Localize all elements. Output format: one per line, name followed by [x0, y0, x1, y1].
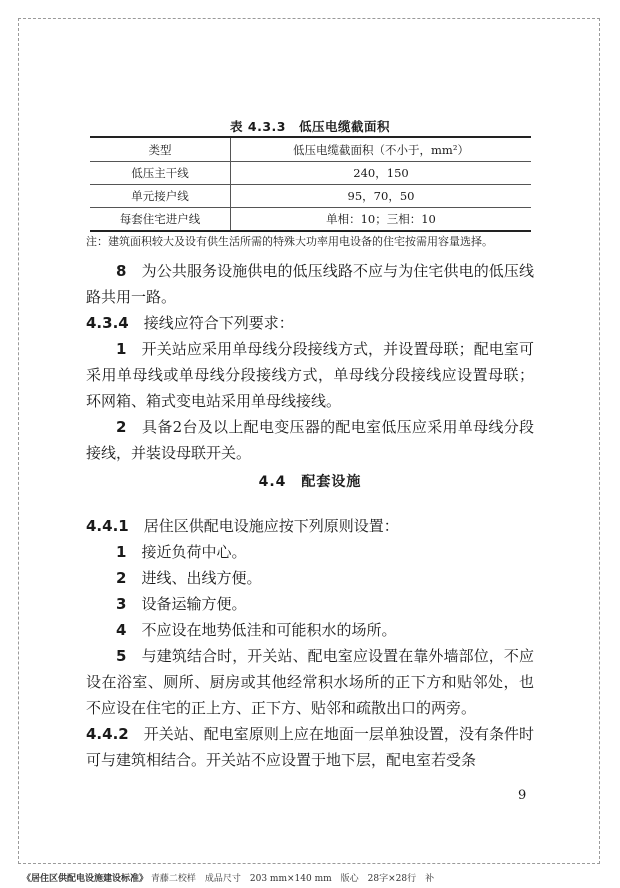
- clause-text: 接近负荷中心。: [141, 543, 247, 561]
- clause-text: 与建筑结合时，开关站、配电室应设置在靠外墙部位，不应设在浴室、厕所、厨房或其他经常积水场所的正下方和贴邻处，也不应设在住宅的正上方、正下方、贴邻和疏散出口的两旁。: [86, 647, 534, 717]
- header-area: 低压电缆截面积（不小于，mm²）: [231, 137, 532, 162]
- clause-number: 2: [116, 569, 127, 587]
- row-value: 95，70，50: [231, 185, 532, 208]
- table-header-row: [90, 137, 531, 162]
- clause-number: 4.4.1: [86, 517, 129, 535]
- clause-text: 设备运输方便。: [141, 595, 247, 613]
- cable-section-table: [90, 136, 531, 232]
- clauses-block-a: [86, 258, 534, 466]
- table-title: 表 4.3.3 低压电缆截面积: [230, 119, 390, 134]
- table-row: [90, 162, 531, 185]
- clause-text: 为公共服务设施供电的低压线路不应与为住宅供电的低压线路共用一路。: [86, 262, 534, 306]
- clause-text: 具备2台及以上配电变压器的配电室低压应采用单母线分段接线，并装设母联开关。: [86, 418, 534, 462]
- clause-number: 4.3.4: [86, 314, 129, 332]
- row-type: 每套住宅进户线: [90, 208, 231, 232]
- row-value: 单相：10；三相：10: [231, 208, 532, 232]
- clause-paragraph: [86, 643, 534, 721]
- clause-number: 4: [116, 621, 127, 639]
- clause-paragraph: [86, 258, 534, 310]
- row-type: 低压主干线: [90, 162, 231, 185]
- row-type: 单元接户线: [90, 185, 231, 208]
- clause-paragraph: [86, 591, 534, 617]
- footer-print-info: 青藤二校样 成品尺寸 203 mm×140 mm 版心 28字×28行 补: [148, 874, 435, 884]
- print-footer: [22, 871, 602, 884]
- table-note: 注：建筑面积较大及设有供生活所需的特殊大功率用电设备的住宅按需用容量选择。: [86, 235, 493, 248]
- footer-book-title: 《居住区供配电设施建设标准》: [22, 874, 149, 884]
- clause-number: 3: [116, 595, 127, 613]
- section-number: 4.4: [258, 474, 287, 490]
- clause-number: 1: [116, 543, 127, 561]
- clause-text: 不应设在地势低洼和可能积水的场所。: [141, 621, 397, 639]
- clause-paragraph: [86, 721, 534, 773]
- header-type: 类型: [90, 137, 231, 162]
- clause-text: 接线应符合下列要求：: [143, 314, 294, 332]
- clause-paragraph: [86, 513, 534, 539]
- clause-number: 5: [116, 647, 127, 665]
- table-row: [90, 208, 531, 232]
- clause-text: 居住区供配电设施应按下列原则设置：: [143, 517, 399, 535]
- clause-number: 2: [116, 418, 127, 436]
- clause-text: 开关站应采用单母线分段接线方式，并设置母联；配电室可采用单母线或单母线分段接线方式，单母线分段接线应设置母联；环网箱、箱式变电站采用单母线接线。: [86, 340, 534, 410]
- row-value: 240，150: [231, 162, 532, 185]
- clause-number: 8: [116, 262, 127, 280]
- clause-number: 4.4.2: [86, 725, 129, 743]
- clause-paragraph: [86, 414, 534, 466]
- section-title: 配套设施: [301, 474, 362, 490]
- clause-text: 进线、出线方便。: [141, 569, 262, 587]
- clause-paragraph: [86, 336, 534, 414]
- table-row: [90, 185, 531, 208]
- section-heading: [0, 471, 620, 491]
- clause-number: 1: [116, 340, 127, 358]
- clause-paragraph: [86, 310, 534, 336]
- clauses-block-b: [86, 513, 534, 773]
- clause-paragraph: [86, 617, 534, 643]
- clause-paragraph: [86, 565, 534, 591]
- clause-text: 开关站、配电室原则上应在地面一层单独设置，没有条件时可与建筑相结合。开关站不应设置于地下层，配电室若受条: [86, 725, 534, 769]
- page-number: 9: [518, 788, 527, 803]
- clause-paragraph: [86, 539, 534, 565]
